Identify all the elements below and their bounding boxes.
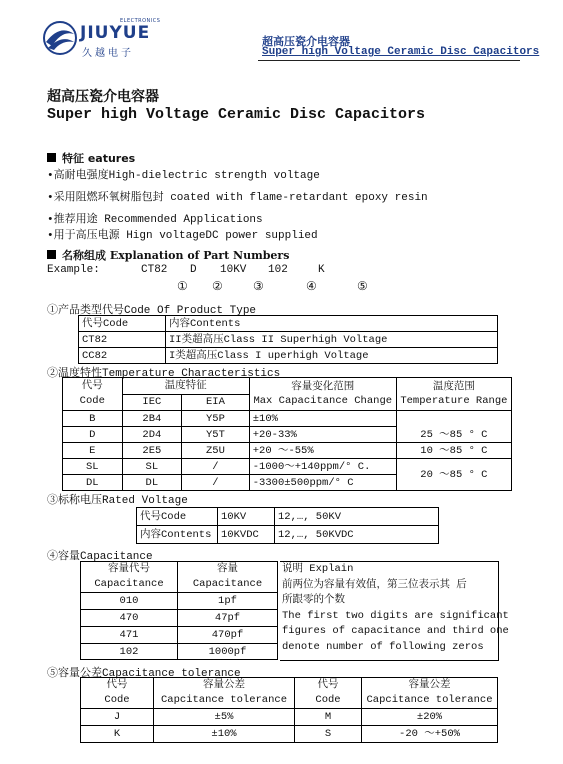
feature-item: •用于高压电源 Hign voltageDC power supplied — [47, 230, 318, 242]
table-row — [63, 459, 512, 475]
table-cell: 内容Contents — [166, 316, 498, 332]
voltage-heading: ③标称电压Rated Voltage — [47, 495, 188, 507]
capacitance-table — [80, 561, 278, 660]
table-cell: 1pf — [178, 593, 278, 610]
table-cell: / — [182, 459, 250, 475]
table-cell: / — [182, 475, 250, 491]
part-numbers-heading: 名称组成 Explanation of Part Numbers — [47, 247, 289, 263]
example-part: 102 — [268, 264, 288, 276]
table-cell: 102 — [81, 644, 178, 660]
feature-item: •高耐电强度High-dielectric strength voltage — [47, 170, 320, 182]
table-cell: 10KV — [218, 508, 275, 526]
capacitance-heading: ④容量Capacitance — [47, 551, 153, 563]
voltage-table — [136, 507, 439, 544]
brand-small: ELECTRONICS — [120, 18, 161, 24]
table-cell: K — [81, 726, 154, 743]
explain-text: The first two digits are significant — [282, 609, 509, 622]
example-part: 10KV — [220, 264, 247, 276]
table-cell: CT82 — [79, 332, 166, 348]
table-cell: SL — [122, 459, 182, 475]
table-cell: -20 ～+50% — [362, 726, 498, 743]
table-cell: 代号Code — [79, 316, 166, 332]
square-bullet-icon — [47, 250, 56, 259]
main-title-en: Super high Voltage Ceramic Disc Capacitors — [47, 106, 426, 123]
table-cell: M — [295, 709, 362, 726]
explain-text: 前两位为容量有效值，第三位表示其 后 — [282, 578, 467, 591]
table-header-row — [81, 678, 498, 709]
table-cell: I类超高压Class I uperhigh Voltage — [166, 348, 498, 364]
table-cell: -3300±500ppm/° C — [249, 475, 396, 491]
temperature-table — [62, 377, 512, 491]
circle-number: ④ — [306, 279, 317, 293]
table-cell: 代号Code — [137, 508, 218, 526]
table-cell: 12,…, 50KVDC — [275, 526, 439, 544]
table-cell: IEC — [122, 394, 182, 411]
example-part: D — [190, 264, 197, 276]
header-divider — [258, 60, 520, 61]
feature-item: •推荐用途 Recommended Applications — [47, 214, 263, 226]
table-cell: S — [295, 726, 362, 743]
tolerance-table — [80, 677, 498, 743]
table-row — [81, 644, 278, 660]
table-cell: 2D4 — [122, 427, 182, 443]
table-cell: 2E5 — [122, 443, 182, 459]
explain-text: denote number of following zeros — [282, 640, 484, 653]
table-cell: J — [81, 709, 154, 726]
circle-number: ① — [177, 279, 188, 293]
capacitance-explain-box — [280, 561, 509, 661]
table-cell: 10 ～85 ° C — [396, 443, 511, 459]
logo-mark-icon — [42, 20, 78, 56]
tolerance-heading: ⑤容量公差Capacitance tolerance — [47, 668, 241, 680]
table-cell: 25 ～85 ° C — [396, 411, 511, 443]
table-header-row — [63, 378, 512, 395]
table-cell: 010 — [81, 593, 178, 610]
explain-text: figures of capacitance and third one — [282, 625, 509, 637]
example-label: Example: — [47, 264, 100, 276]
product-type-heading: ①产品类型代号Code Of Product Type — [47, 305, 257, 317]
table-cell: +20-33% — [249, 427, 396, 443]
table-cell: 温度特征 — [122, 378, 249, 395]
product-type-table — [78, 315, 498, 364]
explain-text: 所跟零的个数 — [282, 594, 345, 606]
example-part: K — [318, 264, 325, 276]
table-cell: Z5U — [182, 443, 250, 459]
table-cell: 容量变化范围 Max Capacitance Change — [249, 378, 396, 411]
table-header-row — [81, 562, 278, 593]
table-cell: CC82 — [79, 348, 166, 364]
table-row — [79, 348, 498, 364]
table-cell: ±10% — [154, 726, 295, 743]
table-cell: 10KVDC — [218, 526, 275, 544]
table-cell: DL — [122, 475, 182, 491]
table-cell: Y5P — [182, 411, 250, 427]
table-cell: 47pf — [178, 610, 278, 627]
table-cell: 容量公差 Capcitance tolerance — [362, 678, 498, 709]
table-cell: E — [63, 443, 123, 459]
table-cell: DL — [63, 475, 123, 491]
header-title-en: Super high Voltage Ceramic Disc Capacitors — [262, 46, 540, 58]
table-row — [63, 411, 512, 427]
table-row — [81, 709, 498, 726]
table-header-row — [79, 316, 498, 332]
table-cell: EIA — [182, 394, 250, 411]
table-cell: -1000～+140ppm/° C. — [249, 459, 396, 475]
table-cell: 1000pf — [178, 644, 278, 660]
circle-number: ⑤ — [357, 279, 368, 293]
example-part: CT82 — [141, 264, 168, 276]
table-row — [81, 610, 278, 627]
table-cell: SL — [63, 459, 123, 475]
table-cell: 20 ～85 ° C — [396, 459, 511, 491]
table-cell: 容量公差 Capcitance tolerance — [154, 678, 295, 709]
table-cell: ±10% — [249, 411, 396, 427]
company-logo — [42, 18, 192, 60]
table-cell: ±5% — [154, 709, 295, 726]
table-row — [63, 443, 512, 459]
table-cell: 471 — [81, 627, 178, 644]
table-cell: D — [63, 427, 123, 443]
table-cell: 代号 Code — [63, 378, 123, 411]
table-cell: Y5T — [182, 427, 250, 443]
table-cell: 代号 Code — [81, 678, 154, 709]
circle-number: ③ — [253, 279, 264, 293]
header-title-cn: 超高压瓷介电容器 — [262, 35, 350, 48]
table-row — [81, 593, 278, 610]
brand-cn: 久越电子 — [82, 48, 134, 59]
table-cell: B — [63, 411, 123, 427]
table-row — [137, 526, 439, 544]
table-cell: 12,…, 50KV — [275, 508, 439, 526]
explain-title: 说明 Explain — [282, 563, 354, 575]
table-row — [79, 332, 498, 348]
table-row — [81, 726, 498, 743]
table-row — [81, 627, 278, 644]
table-cell: 温度范围 Temperature Range — [396, 378, 511, 411]
table-cell: II类超高压Class II Superhigh Voltage — [166, 332, 498, 348]
feature-item: •采用阻燃环氧树脂包封 coated with flame-retardant epoxy resin — [47, 192, 428, 204]
table-cell: 470 — [81, 610, 178, 627]
circle-number: ② — [212, 279, 223, 293]
features-heading: 特征 eatures — [47, 150, 135, 166]
main-title-cn: 超高压瓷介电容器 — [47, 89, 159, 105]
table-cell: 代号 Code — [295, 678, 362, 709]
table-cell: +20 ～-55% — [249, 443, 396, 459]
temperature-heading: ②温度特性Temperature Characteristics — [47, 368, 281, 380]
table-cell: 内容Contents — [137, 526, 218, 544]
table-cell: 容量 Capacitance — [178, 562, 278, 593]
table-row — [137, 508, 439, 526]
brand-name: JIUYUE — [80, 23, 151, 43]
table-cell: 470pf — [178, 627, 278, 644]
square-bullet-icon — [47, 153, 56, 162]
table-cell: 容量代号 Capacitance — [81, 562, 178, 593]
table-cell: 2B4 — [122, 411, 182, 427]
table-cell: ±20% — [362, 709, 498, 726]
